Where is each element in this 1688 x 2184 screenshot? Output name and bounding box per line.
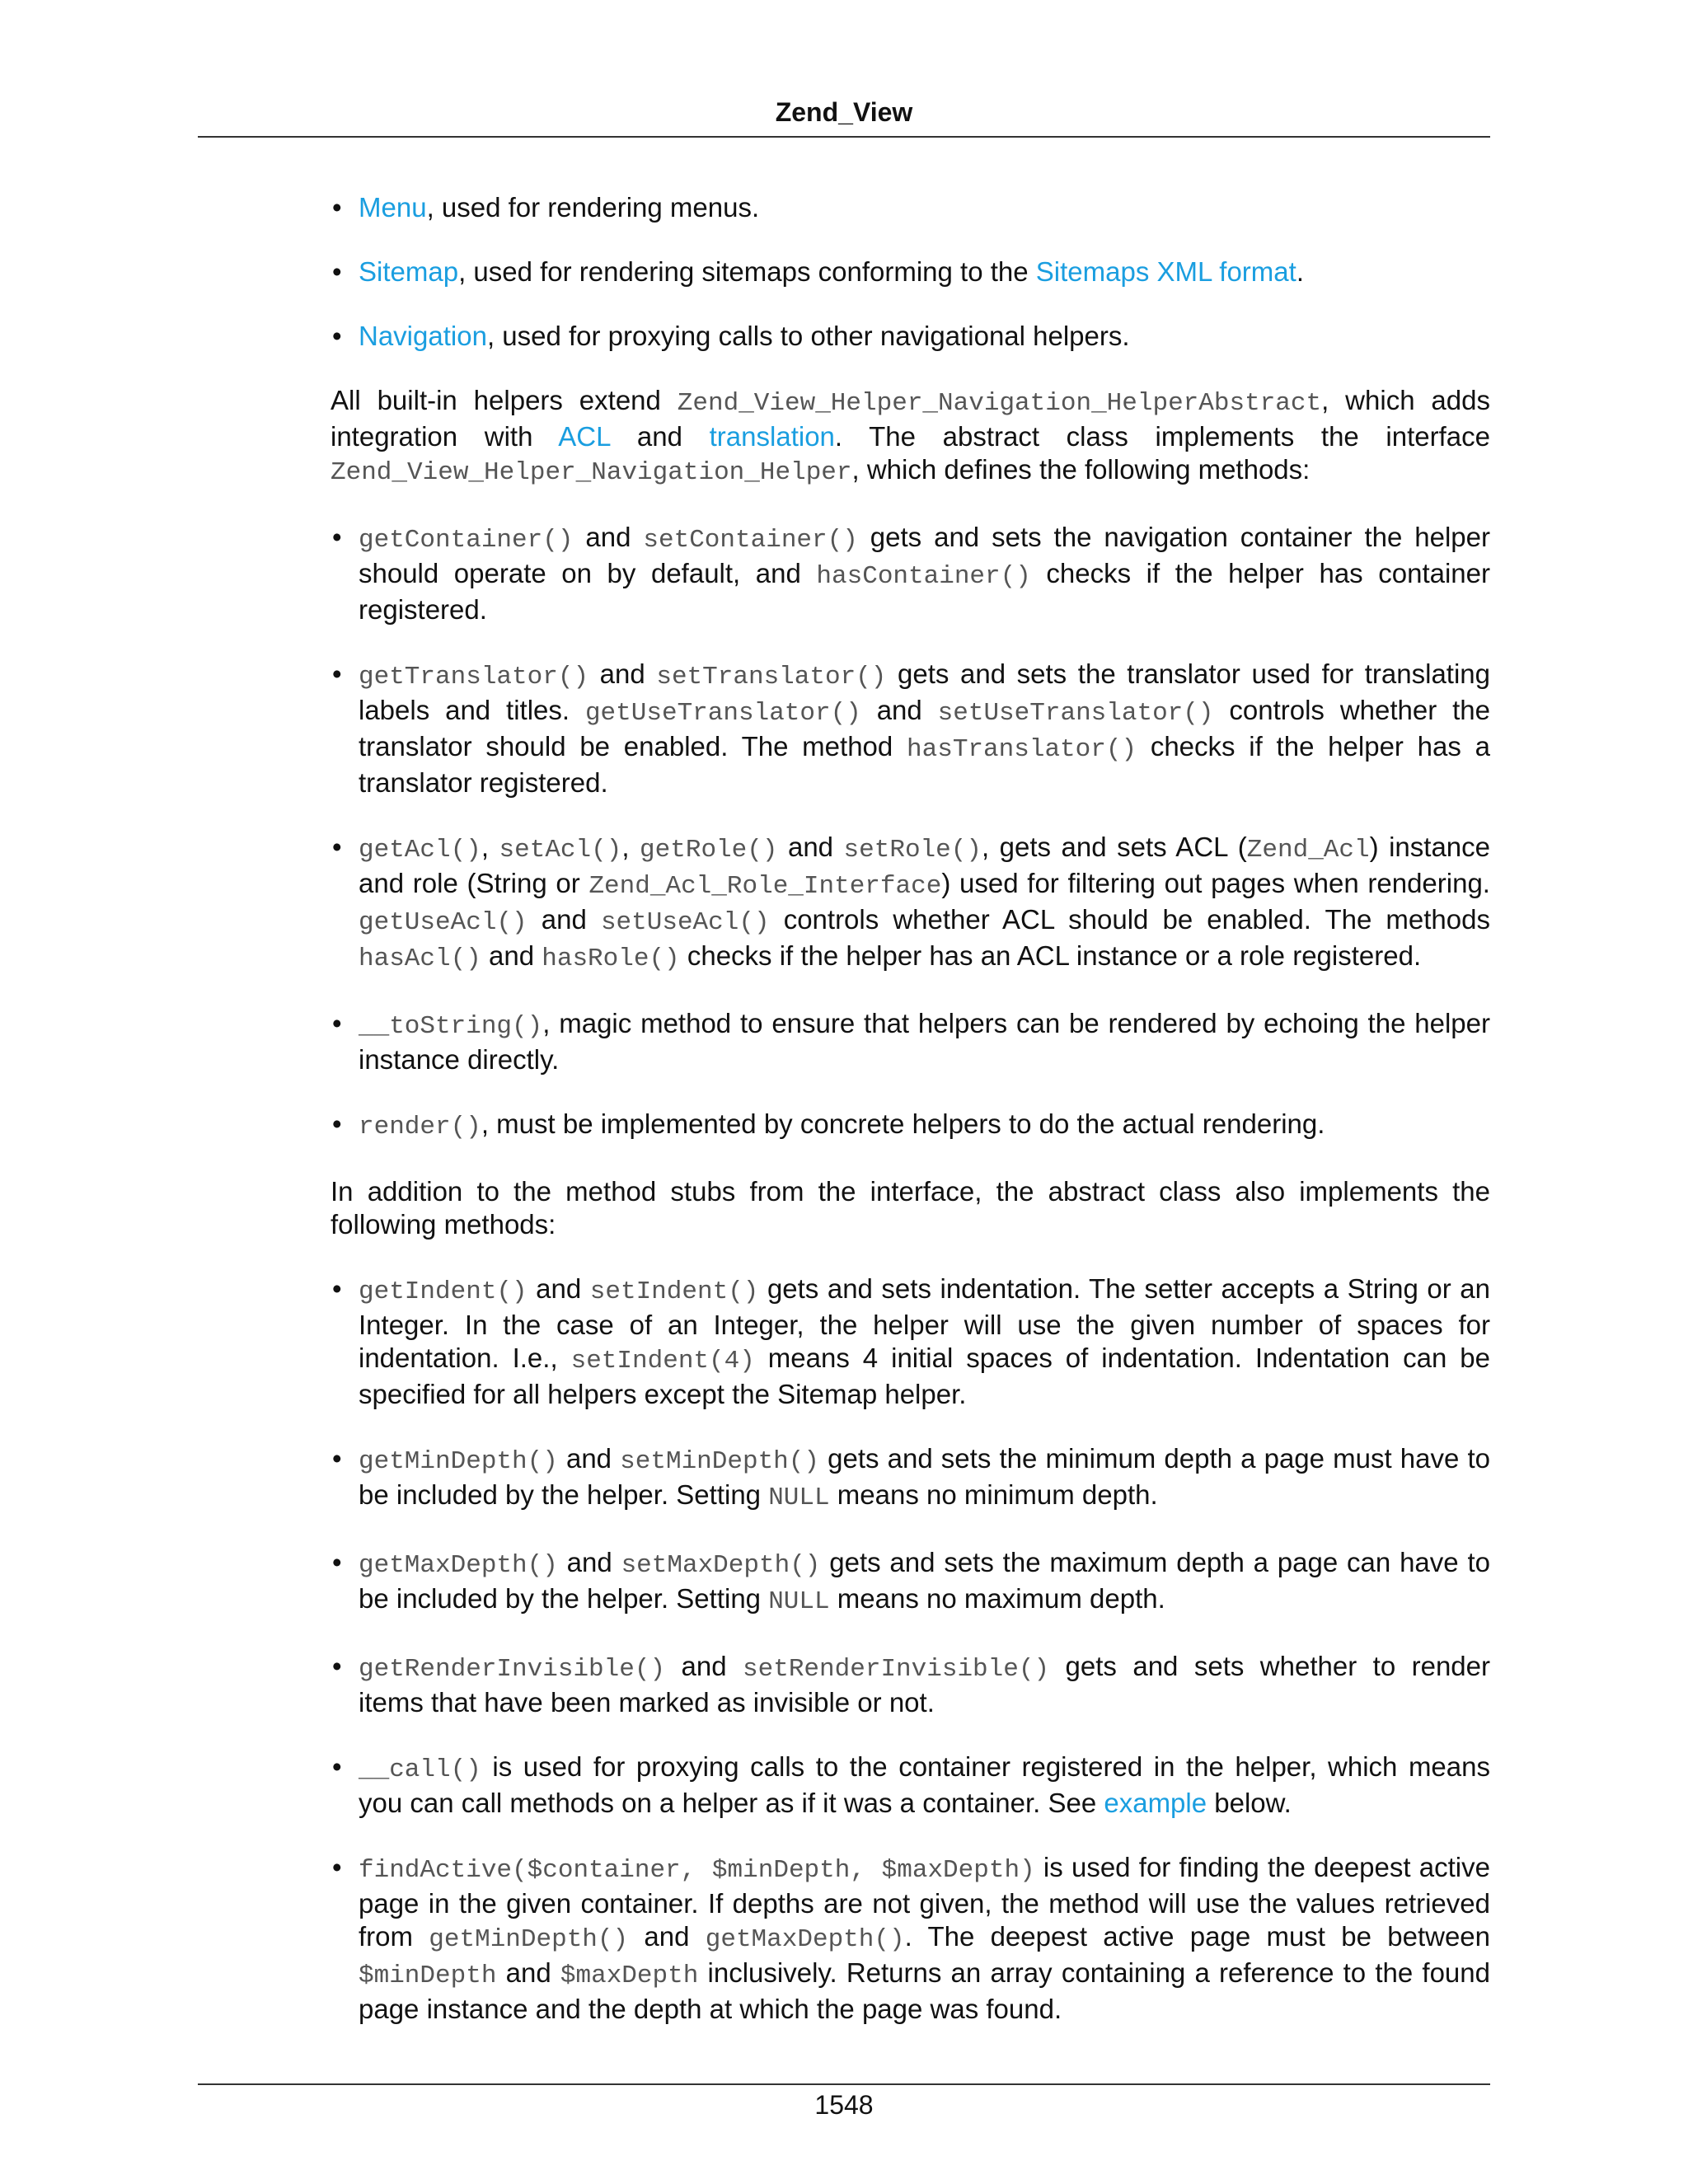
menu-link[interactable]: Menu [359, 192, 427, 223]
text-span: means no maximum depth. [829, 1583, 1165, 1614]
list-item-menu [331, 191, 1490, 224]
code-span: NULL [768, 1587, 830, 1616]
sitemap-link[interactable]: Sitemap [359, 256, 459, 287]
code-span: setMinDepth() [620, 1447, 819, 1476]
code-span: getRole() [640, 836, 778, 865]
code-span: setIndent(4) [570, 1347, 755, 1376]
code-span: setRole() [843, 836, 982, 865]
list-item-tostring [331, 1007, 1490, 1076]
code-span: setTranslator() [656, 663, 887, 691]
text-span: means 4 initial spaces of indentation. Indentation can be specified for all helpers except the Sitemap helper. [359, 1343, 1490, 1409]
text-span: is used for finding the deepest active page in the given container. If depths are not given, the method will use the values retrieved from [359, 1852, 1490, 1952]
page-number: 1548 [814, 2090, 874, 2120]
interface-methods-list [331, 521, 1490, 1144]
sitemap-desc: , used for rendering sitemaps conforming to the [458, 256, 1036, 287]
code-span: getIndent() [359, 1277, 528, 1306]
code-span: getMinDepth() [359, 1447, 558, 1476]
text-span: and [588, 658, 657, 689]
text-span: . The abstract class implements the interface [834, 421, 1490, 452]
code-span: hasContainer() [816, 562, 1031, 591]
text-span: , [481, 832, 499, 862]
text-span: gets and sets whether to render items that have been marked as invisible or not. [359, 1651, 1490, 1718]
text-span: ) instance and role (String or [359, 832, 1491, 898]
code-span: setMaxDepth() [621, 1551, 821, 1580]
text-span: and [527, 1273, 590, 1304]
text-span: below. [1207, 1788, 1292, 1818]
code-helper-abstract: Zend_View_Helper_Navigation_HelperAbstract [677, 389, 1322, 418]
code-span: getAcl() [359, 836, 481, 865]
text-span: and [777, 832, 844, 862]
text-span: controls whether the translator should be enabled. The method [359, 695, 1490, 762]
acl-link[interactable]: ACL [558, 421, 611, 452]
code-span: $minDepth [359, 1961, 497, 1990]
text-span: , [621, 832, 640, 862]
code-span: Zend_Acl [1246, 836, 1370, 865]
text-span: gets and sets the maximum depth a page can have to be included by the helper. Setting [359, 1547, 1490, 1614]
code-span: setAcl() [499, 836, 622, 865]
code-span: getContainer() [359, 526, 574, 555]
list-item-acl-methods [331, 831, 1490, 976]
text-span: ) used for filtering out pages when rendering. [941, 868, 1490, 898]
text-span: and [610, 421, 710, 452]
text-span: gets and sets the minimum depth a page must have to be included by the helper. Setting [359, 1443, 1490, 1510]
list-item-translator-methods [331, 658, 1490, 799]
code-span: __toString() [359, 1012, 543, 1041]
text-span: inclusively. Returns an array containing a reference to the found page instance and the depth at which the page was found. [359, 1957, 1490, 2024]
paragraph-abstract-methods: In addition to the method stubs from the interface, the abstract class also implements the following methods: [331, 1176, 1490, 1240]
text-span: All built-in helpers extend [331, 385, 678, 415]
code-span: render() [359, 1113, 481, 1141]
code-span: hasAcl() [359, 944, 481, 973]
code-span: hasTranslator() [907, 735, 1137, 764]
sitemap-desc-end: . [1296, 256, 1304, 287]
code-span: getRenderInvisible() [359, 1655, 666, 1684]
helpers-list [331, 191, 1490, 353]
code-span: Zend_Acl_Role_Interface [588, 872, 942, 901]
text-span: and [481, 940, 542, 971]
navigation-link[interactable]: Navigation [359, 321, 487, 351]
code-span: findActive($container, $minDepth, $maxDepth) [359, 1856, 1035, 1885]
paragraph-builtin-helpers [331, 384, 1490, 490]
menu-desc: , used for rendering menus. [426, 192, 760, 223]
list-item-navigation [331, 320, 1490, 353]
code-span: __call() [359, 1755, 481, 1784]
text-span: is used for proxying calls to the container registered in the helper, which means you can call methods on a helper as if it was a container. See [359, 1751, 1490, 1818]
text-span: and [860, 695, 938, 725]
code-span: $maxDepth [560, 1961, 699, 1990]
text-span: and [496, 1957, 560, 1988]
text-span: checks if the helper has container registered. [359, 558, 1490, 625]
text-span: gets and sets the translator used for translating labels and titles. [359, 658, 1491, 725]
code-span: getMaxDepth() [705, 1925, 905, 1954]
text-span: and [557, 1443, 621, 1474]
code-helper-interface: Zend_View_Helper_Navigation_Helper [331, 458, 852, 487]
page-header-title: Zend_View [775, 97, 913, 127]
abstract-methods-list [331, 1272, 1490, 2026]
text-span: , which defines the following methods: [851, 454, 1311, 485]
list-item-sitemap [331, 255, 1490, 288]
text-span: checks if the helper has a translator registered. [359, 731, 1490, 798]
list-item-renderinvisible-methods [331, 1650, 1490, 1719]
list-item-container-methods [331, 521, 1490, 626]
code-span: setUseTranslator() [937, 699, 1214, 728]
navigation-desc: , used for proxying calls to other navigational helpers. [486, 321, 1130, 351]
header-divider [198, 136, 1490, 138]
example-link[interactable]: example [1104, 1788, 1207, 1818]
list-item-findactive-method [331, 1851, 1490, 2026]
code-span: setIndent() [589, 1277, 759, 1306]
list-item-mindepth-methods [331, 1442, 1490, 1515]
text-span: and [573, 522, 644, 552]
page-content [331, 191, 1490, 2057]
code-span: NULL [768, 1483, 830, 1512]
code-span: getMaxDepth() [359, 1551, 558, 1580]
text-span: gets and sets the navigation container the helper should operate on by default, and [359, 522, 1490, 588]
code-span: getMinDepth() [429, 1925, 629, 1954]
text-span: , must be implemented by concrete helpers to do the actual rendering. [481, 1108, 1325, 1139]
text-span: gets and sets indentation. The setter accepts a String or an Integer. In the case of an Integer, the helper will use the given number of spaces for indentation. I.e., [359, 1273, 1490, 1373]
text-span: , which adds integration with [331, 385, 1490, 452]
sitemaps-xml-format-link[interactable]: Sitemaps XML format [1035, 256, 1296, 287]
text-span: and [628, 1921, 706, 1952]
list-item-call-method [331, 1750, 1490, 1820]
code-span: setContainer() [643, 526, 858, 555]
code-span: getUseTranslator() [584, 699, 861, 728]
text-span: controls whether ACL should be enabled. The methods [769, 904, 1490, 935]
text-span: , magic method to ensure that helpers can be rendered by echoing the helper instance directly. [359, 1008, 1490, 1075]
text-span: . The deepest active page must be between [904, 1921, 1490, 1952]
text-span: checks if the helper has an ACL instance or a role registered. [679, 940, 1422, 971]
list-item-maxdepth-methods [331, 1546, 1490, 1619]
list-item-render [331, 1108, 1490, 1144]
text-span: and [665, 1651, 743, 1681]
text-span: and [527, 904, 601, 935]
translation-link[interactable]: translation [709, 421, 835, 452]
code-span: setUseAcl() [600, 908, 770, 937]
code-span: setRenderInvisible() [743, 1655, 1050, 1684]
text-span: and [557, 1547, 621, 1577]
list-item-indent-methods [331, 1272, 1490, 1411]
code-span: getUseAcl() [359, 908, 528, 937]
code-span: getTranslator() [359, 663, 589, 691]
text-span: , gets and sets ACL ( [981, 832, 1247, 862]
code-span: hasRole() [542, 944, 680, 973]
text-span: means no minimum depth. [829, 1479, 1158, 1510]
